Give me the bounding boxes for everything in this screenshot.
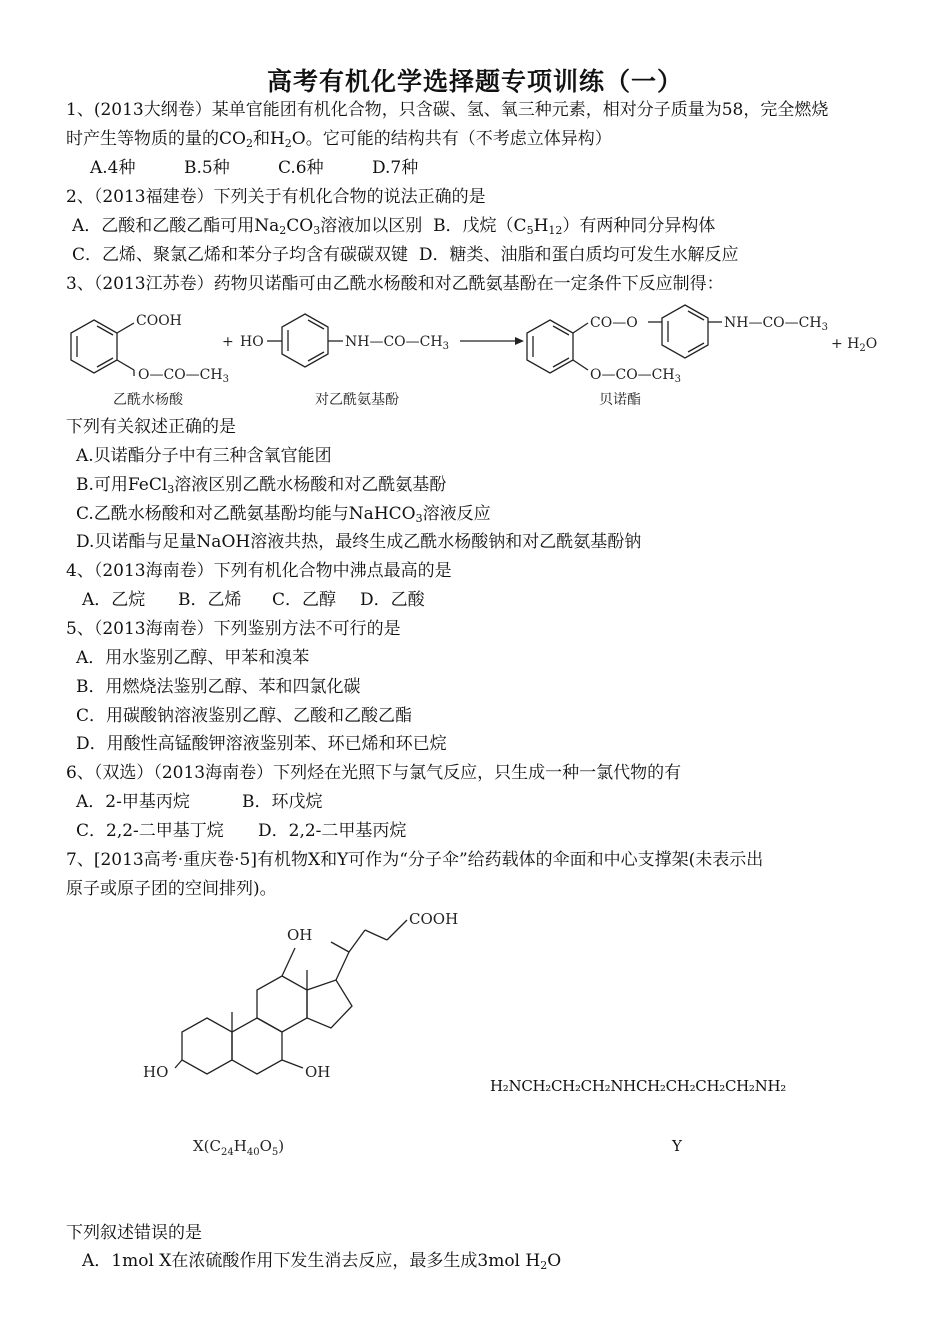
q1-options <box>90 156 418 180</box>
q7-line1: 7、[2013高考·重庆卷·5]有机物X和Y可作为“分子伞”给药载体的伞面和中心支撑架(未表示出 <box>66 850 764 870</box>
x-cooh-label: COOH <box>409 910 459 928</box>
q1-line2 <box>66 127 612 151</box>
q5-option-c: C．用碳酸钠溶液鉴别乙醇、乙酸和乙酸乙酯 <box>76 706 413 726</box>
q3-subscript: 3 <box>415 512 423 525</box>
benzene-ring-icon <box>71 320 117 373</box>
q2-option-b-text: B．戊烷（C <box>433 216 527 236</box>
q3-stem: 3、（2013江苏卷）药物贝诺酯可由乙酰水杨酸和对乙酰氨基酚在一定条件下反应制得： <box>66 274 724 294</box>
q7-option-a-text: O <box>547 1251 562 1271</box>
subscript: 2 <box>859 343 866 354</box>
ester-label: CO—O <box>590 315 638 331</box>
amide-label <box>345 334 449 352</box>
q2-option-a-text: CO <box>286 216 314 236</box>
x-formula-text: X(C <box>193 1137 222 1155</box>
subscript: 3 <box>674 374 681 385</box>
benzene-ring-icon <box>282 314 328 367</box>
q5-option-d: D．用酸性高锰酸钾溶液鉴别苯、环已烯和环已烷 <box>76 734 447 754</box>
acetoxy-label-2 <box>590 367 681 385</box>
x-formula-text: H <box>233 1137 247 1155</box>
cyclohexane-ring-icon <box>182 1018 232 1074</box>
q6-option-c: C．2,2-二甲基丁烷 <box>76 821 224 841</box>
q4-option-d: D．乙酸 <box>360 590 425 610</box>
q1-option-a: A.4种 <box>90 158 136 178</box>
subscript: 3 <box>821 322 828 333</box>
subscript: 24 <box>221 1147 234 1158</box>
amide-text: NH—CO—CH <box>345 334 443 350</box>
ho-label: HO <box>240 334 264 350</box>
q7-subscript: 2 <box>540 1259 548 1272</box>
q3-option-c-text: 溶液反应 <box>422 504 491 524</box>
q7-option-a-text: A．1mol X在浓硫酸作用下发生消去反应，最多生成3mol H <box>82 1251 541 1271</box>
q6-stem: 6、（双选）（2013海南卷）下列烃在光照下与氯气反应，只生成一种一氯代物的有 <box>66 763 682 783</box>
q3-subscript: 3 <box>167 483 175 496</box>
q7-structure-x <box>135 900 495 1170</box>
q4-option-b: B．乙烯 <box>178 590 242 610</box>
benzene-ring-icon <box>662 305 708 358</box>
y-label: Y <box>672 1137 682 1155</box>
q3-option-b-text: 溶液区别乙酰水杨酸和对乙酰氨基酚 <box>174 475 447 495</box>
q6-option-a: A．2-甲基丙烷 <box>76 792 190 812</box>
q1-option-c: C.6种 <box>278 158 324 178</box>
q2-subscript: 3 <box>313 224 321 237</box>
plus-sign: + <box>222 334 234 350</box>
q1-line1: 1、(2013大纲卷）某单官能团有机化合物，只含碳、氢、氧三种元素，相对分子质量为58，完全燃烧 <box>66 100 829 120</box>
subscript: 3 <box>222 374 229 385</box>
cyclohexane-ring-icon <box>232 1018 282 1074</box>
water-text: + H <box>831 336 860 352</box>
cyclohexane-ring-icon <box>257 976 307 1032</box>
reaction-arrow-icon <box>515 337 524 345</box>
subscript: 3 <box>442 341 449 352</box>
q2-subscript: 2 <box>279 224 287 237</box>
q1-option-b: B.5种 <box>184 158 230 178</box>
q6-options-cd <box>76 819 406 843</box>
q3-reaction-scheme <box>60 298 890 416</box>
q2-option-b-text: ）有两种同分异构体 <box>562 216 716 236</box>
q2-stem: 2、（2013福建卷）下列关于有机化合物的说法正确的是 <box>66 187 486 207</box>
water-text: O <box>865 336 878 352</box>
q7-option-a <box>82 1249 561 1273</box>
amide-label-2 <box>724 315 828 333</box>
q3-sub-stem: 下列有关叙述正确的是 <box>66 417 236 437</box>
q2-options-ab <box>72 214 715 238</box>
q7-sub-stem: 下列叙述错误的是 <box>66 1223 202 1243</box>
page-title: 高考有机化学选择题专项训练（一） <box>266 67 683 96</box>
q4-stem: 4、（2013海南卷）下列有机化合物中沸点最高的是 <box>66 561 452 581</box>
q4-options <box>82 588 425 612</box>
q2-option-c: C．乙烯、聚氯乙烯和苯分子均含有碳碳双键 <box>72 245 409 265</box>
q2-options-cd <box>72 243 738 267</box>
x-formula-text: O <box>259 1137 272 1155</box>
acetoxy-label <box>138 367 229 385</box>
q6-option-d: D．2,2-二甲基丙烷 <box>258 821 407 841</box>
q5-option-b: B．用燃烧法鉴别乙醇、苯和四氯化碳 <box>76 677 361 697</box>
q1-subscript: 2 <box>245 137 253 150</box>
cyclopentane-ring-icon <box>307 980 352 1028</box>
q1-line2-text-a: 时产生等物质的量的CO <box>66 129 246 149</box>
q4-option-a: A．乙烷 <box>82 590 146 610</box>
q1-option-d: D.7种 <box>372 158 419 178</box>
q1-line2-text-b: 和H <box>252 129 285 149</box>
q5-stem: 5、（2013海南卷）下列鉴别方法不可行的是 <box>66 619 401 639</box>
q3-option-c-text: C.乙酰水杨酸和对乙酰氨基酚均能与NaHCO <box>76 504 416 524</box>
q1-line2-text-c: O。它可能的结构共有（不考虑立体异构） <box>291 129 612 149</box>
q3-option-d: D.贝诺酯与足量NaOH溶液共热，最终生成乙酰水杨酸钠和对乙酰氨基酚钠 <box>76 532 642 552</box>
name-acetylsalicylic: 乙酰水杨酸 <box>113 392 183 408</box>
q3-option-b <box>76 473 446 497</box>
water-label <box>831 336 877 354</box>
q7-line2: 原子或原子团的空间排列)。 <box>66 879 277 899</box>
q6-option-b: B．环戊烷 <box>242 792 323 812</box>
q2-option-a-text: A．乙酸和乙酸乙酯可用Na <box>72 216 280 236</box>
benzene-ring-icon <box>527 320 573 373</box>
subscript: 5 <box>271 1147 279 1158</box>
amide-text: NH—CO—CH <box>724 315 822 331</box>
q2-option-d: D．糖类、油脂和蛋白质均可发生水解反应 <box>418 245 739 265</box>
q3-option-a: A.贝诺酯分子中有三种含氧官能团 <box>76 446 332 466</box>
q2-subscript: 5 <box>526 224 534 237</box>
y-structure-formula: H₂NCH₂CH₂CH₂NHCH₂CH₂CH₂CH₂NH₂ <box>490 1077 786 1095</box>
q6-options-ab <box>76 790 323 814</box>
q2-option-b <box>433 216 715 236</box>
q1-subscript: 2 <box>284 137 292 150</box>
q4-option-c: C．乙醇 <box>272 590 337 610</box>
acetoxy-text: O—CO—CH <box>590 367 675 383</box>
q2-option-a <box>72 216 422 236</box>
name-paracetamol: 对乙酰氨基酚 <box>315 392 399 408</box>
q3-option-b-text: B.可用FeCl <box>76 475 168 495</box>
q5-option-a: A．用水鉴别乙醇、甲苯和溴苯 <box>76 648 310 668</box>
name-benorilate: 贝诺酯 <box>599 392 641 408</box>
x-oh-label: OH <box>287 926 313 944</box>
cooh-label: COOH <box>136 313 182 329</box>
acetoxy-text: O—CO—CH <box>138 367 223 383</box>
q3-option-c <box>76 502 491 526</box>
q2-subscript: 12 <box>548 224 563 237</box>
q2-option-a-text: 溶液加以区别 <box>320 216 423 236</box>
x-formula-text: ) <box>278 1137 285 1155</box>
x-formula-label <box>193 1137 284 1158</box>
x-ho-label: HO <box>143 1063 169 1081</box>
subscript: 40 <box>246 1147 260 1158</box>
x-oh-label: OH <box>305 1063 331 1081</box>
q2-option-b-text: H <box>533 216 549 236</box>
